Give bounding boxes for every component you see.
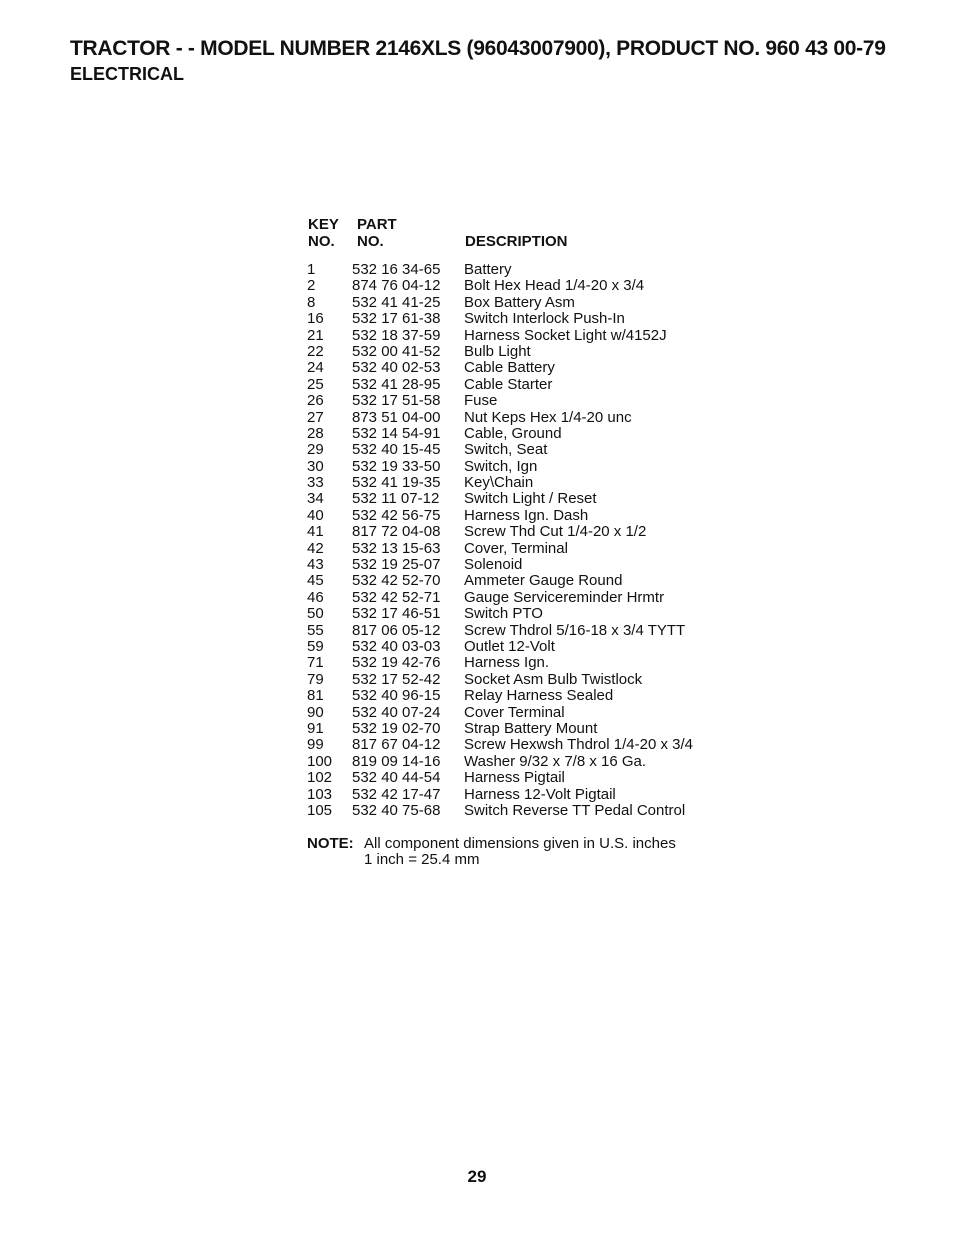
header-description: DESCRIPTION bbox=[465, 233, 568, 250]
part-description: Cover, Terminal bbox=[464, 539, 568, 557]
page-number: 29 bbox=[467, 1167, 487, 1186]
part-number: 532 40 44-54 bbox=[352, 769, 441, 787]
part-description: Cable, Ground bbox=[464, 424, 562, 442]
key-number: 79 bbox=[307, 670, 324, 688]
part-description: Switch PTO bbox=[464, 605, 543, 623]
part-description: Key\Chain bbox=[464, 474, 534, 492]
part-number: 532 13 15-63 bbox=[352, 539, 441, 557]
part-number: 532 40 07-24 bbox=[352, 703, 441, 721]
header-part-line2: NO. bbox=[357, 233, 384, 250]
key-number: 29 bbox=[307, 441, 324, 459]
part-number: 817 67 04-12 bbox=[352, 736, 441, 754]
part-number: 532 40 15-45 bbox=[352, 441, 441, 459]
part-description: Switch Reverse TT Pedal Control bbox=[464, 801, 686, 819]
key-number: 90 bbox=[307, 703, 324, 721]
key-number: 8 bbox=[307, 293, 316, 311]
key-number: 25 bbox=[307, 375, 324, 393]
key-number: 1 bbox=[307, 261, 316, 278]
part-number: 532 42 52-70 bbox=[352, 572, 441, 590]
part-description: Battery bbox=[464, 261, 512, 278]
part-number: 817 72 04-08 bbox=[352, 523, 441, 541]
part-description: Solenoid bbox=[464, 556, 523, 574]
part-number: 819 09 14-16 bbox=[352, 752, 441, 770]
part-description: Outlet 12-Volt bbox=[464, 637, 555, 655]
part-number: 532 19 25-07 bbox=[352, 556, 441, 574]
part-description: Bulb Light bbox=[464, 342, 531, 360]
part-description: Ammeter Gauge Round bbox=[464, 572, 623, 590]
key-number: 91 bbox=[307, 719, 324, 737]
part-number: 532 41 28-95 bbox=[352, 375, 441, 393]
header-key-line2: NO. bbox=[308, 233, 335, 250]
key-number: 21 bbox=[307, 326, 324, 344]
key-number: 50 bbox=[307, 605, 324, 623]
page-title: TRACTOR - - MODEL NUMBER 2146XLS (96043007900), PRODUCT NO. 960 43 00-79 bbox=[70, 37, 886, 60]
part-description: Switch, Seat bbox=[464, 441, 548, 459]
key-number: 33 bbox=[307, 474, 324, 492]
part-description: Screw Hexwsh Thdrol 1/4-20 x 3/4 bbox=[464, 736, 693, 754]
key-number: 42 bbox=[307, 539, 324, 557]
part-number: 532 19 02-70 bbox=[352, 719, 441, 737]
part-description: Harness Ign. Dash bbox=[464, 506, 589, 524]
part-description: Switch Light / Reset bbox=[464, 490, 597, 508]
part-description: Harness Socket Light w/4152J bbox=[464, 326, 667, 344]
part-description: Washer 9/32 x 7/8 x 16 Ga. bbox=[464, 752, 647, 770]
part-number: 532 14 54-91 bbox=[352, 424, 441, 442]
key-number: 27 bbox=[307, 408, 324, 426]
note-text: All component dimensions given in U.S. inches bbox=[364, 835, 676, 852]
header-part-line1: PART bbox=[357, 216, 397, 233]
key-number: 28 bbox=[307, 424, 324, 442]
key-number: 30 bbox=[307, 457, 324, 475]
part-number: 532 41 19-35 bbox=[352, 474, 441, 492]
part-description: Cover Terminal bbox=[464, 703, 565, 721]
part-description: Socket Asm Bulb Twistlock bbox=[464, 670, 643, 688]
part-number: 873 51 04-00 bbox=[352, 408, 441, 426]
key-number: 24 bbox=[307, 359, 324, 377]
part-description: Nut Keps Hex 1/4-20 unc bbox=[464, 408, 632, 426]
key-number: 22 bbox=[307, 342, 324, 360]
part-number: 817 06 05-12 bbox=[352, 621, 441, 639]
part-number: 532 42 56-75 bbox=[352, 506, 441, 524]
part-number: 532 40 02-53 bbox=[352, 359, 441, 377]
key-number: 100 bbox=[307, 752, 333, 770]
part-description: Harness 12-Volt Pigtail bbox=[464, 785, 616, 803]
key-number: 81 bbox=[307, 687, 324, 705]
part-number: 874 76 04-12 bbox=[352, 277, 441, 295]
part-description: Cable Starter bbox=[464, 375, 553, 393]
part-number: 532 19 42-76 bbox=[352, 654, 441, 672]
key-number: 55 bbox=[307, 621, 324, 639]
part-number: 532 17 51-58 bbox=[352, 392, 441, 410]
section-title: ELECTRICAL bbox=[70, 64, 184, 84]
part-number: 532 41 41-25 bbox=[352, 293, 441, 311]
key-number: 102 bbox=[307, 769, 333, 787]
part-description: Box Battery Asm bbox=[464, 293, 575, 311]
part-number: 532 40 96-15 bbox=[352, 687, 441, 705]
part-description: Relay Harness Sealed bbox=[464, 687, 614, 705]
part-number: 532 11 07-12 bbox=[352, 490, 440, 508]
key-number: 59 bbox=[307, 637, 324, 655]
key-number: 105 bbox=[307, 801, 333, 819]
part-number: 532 40 75-68 bbox=[352, 801, 441, 819]
key-number: 41 bbox=[307, 523, 324, 541]
key-number: 26 bbox=[307, 392, 324, 410]
key-number: 71 bbox=[307, 654, 324, 672]
part-description: Harness Pigtail bbox=[464, 769, 565, 787]
part-number: 532 16 34-65 bbox=[352, 261, 441, 278]
part-description: Switch Interlock Push-In bbox=[464, 310, 625, 328]
part-description: Bolt Hex Head 1/4-20 x 3/4 bbox=[464, 277, 645, 295]
part-description: Switch, Ign bbox=[464, 457, 538, 475]
part-number: 532 42 52-71 bbox=[352, 588, 441, 606]
part-description: Screw Thdrol 5/16-18 x 3/4 TYTT bbox=[464, 621, 686, 639]
part-number: 532 19 33-50 bbox=[352, 457, 441, 475]
part-description: Strap Battery Mount bbox=[464, 719, 598, 737]
key-number: 99 bbox=[307, 736, 324, 754]
key-number: 34 bbox=[307, 490, 324, 508]
part-description: Fuse bbox=[464, 392, 498, 410]
key-number: 43 bbox=[307, 556, 324, 574]
part-number: 532 18 37-59 bbox=[352, 326, 441, 344]
key-number: 103 bbox=[307, 785, 333, 803]
part-number: 532 42 17-47 bbox=[352, 785, 441, 803]
part-description: Harness Ign. bbox=[464, 654, 550, 672]
key-number: 45 bbox=[307, 572, 324, 590]
part-number: 532 00 41-52 bbox=[352, 342, 441, 360]
part-description: Screw Thd Cut 1/4-20 x 1/2 bbox=[464, 523, 647, 541]
part-number: 532 17 61-38 bbox=[352, 310, 441, 328]
header-key-line1: KEY bbox=[308, 216, 339, 233]
note-conversion: 1 inch = 25.4 mm bbox=[364, 851, 480, 868]
key-number: 46 bbox=[307, 588, 324, 606]
key-number: 40 bbox=[307, 506, 324, 524]
part-description: Gauge Servicereminder Hrmtr bbox=[464, 588, 665, 606]
part-number: 532 17 52-42 bbox=[352, 670, 441, 688]
key-number: 16 bbox=[307, 310, 324, 328]
note-label: NOTE: bbox=[307, 835, 354, 852]
part-description: Cable Battery bbox=[464, 359, 555, 377]
part-number: 532 40 03-03 bbox=[352, 637, 441, 655]
key-number: 2 bbox=[307, 277, 316, 295]
part-number: 532 17 46-51 bbox=[352, 605, 441, 623]
